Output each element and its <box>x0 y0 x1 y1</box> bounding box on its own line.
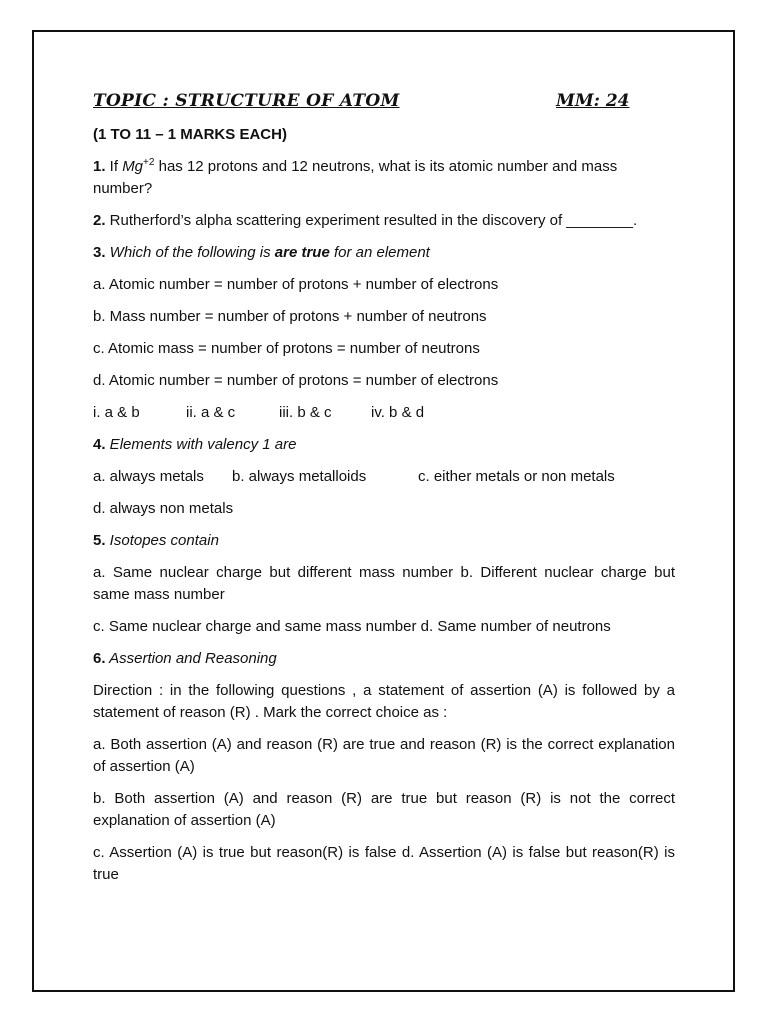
question-emphasis: are true <box>274 244 330 261</box>
worksheet-content <box>93 90 675 896</box>
worksheet-header <box>93 90 675 116</box>
question-number: 2. <box>93 212 106 229</box>
option-c: c. either metals or non metals <box>418 468 615 485</box>
question-text: has 12 protons and 12 neutrons, what is its atomic number and mass number? <box>93 158 618 197</box>
topic-title: TOPIC : STRUCTURE OF ATOM <box>93 91 400 111</box>
option-a: a. Both assertion (A) and reason (R) are true and reason (R) is the correct explanation of assertion (A) <box>93 736 675 775</box>
charge-superscript: +2 <box>143 157 155 168</box>
question-3 <box>93 242 675 264</box>
chemical-symbol: Mg <box>122 158 144 175</box>
option-c: c. Atomic mass = number of protons = number of neutrons <box>93 340 480 357</box>
question-text: Isotopes contain <box>105 532 219 549</box>
question-1 <box>93 156 675 200</box>
q4-options-row <box>93 466 675 488</box>
section-label: (1 TO 11 – 1 MARKS EACH) <box>93 126 287 143</box>
q5-options-cd: c. Same nuclear charge and same mass number d. Same number of neutrons <box>93 618 611 635</box>
option-b: b. Mass number = number of protons + number of neutrons <box>93 308 487 325</box>
option-b: b. always metalloids <box>232 468 367 485</box>
option-d: d. Atomic number = number of protons = number of electrons <box>93 372 499 389</box>
question-6 <box>93 648 675 670</box>
question-number: 6. <box>93 650 106 667</box>
choice-iii: iii. b & c <box>279 404 332 421</box>
question-text: Rutherford’s alpha scattering experiment resulted in the discovery of ________. <box>105 212 638 229</box>
question-number: 1. <box>93 158 106 175</box>
question-number: 3. <box>93 244 106 261</box>
question-text: for an element <box>329 244 430 261</box>
question-text: Which of the following is <box>105 244 275 261</box>
option-a: a. always metals <box>93 468 204 485</box>
question-number: 5. <box>93 532 106 549</box>
direction-text: Direction : in the following questions , a statement of assertion (A) is followed by a statement of reason (R) . Mark the correct choice as : <box>93 682 675 721</box>
question-4 <box>93 434 675 456</box>
option-d: d. always non metals <box>93 500 234 517</box>
answer-choices <box>93 402 675 424</box>
option-cd: c. Assertion (A) is true but reason(R) is false d. Assertion (A) is false but reason(R) is true <box>93 844 675 883</box>
max-marks: MM: 24 <box>556 91 630 111</box>
question-2 <box>93 210 675 232</box>
question-number: 4. <box>93 436 106 453</box>
option-a: a. Atomic number = number of protons + number of electrons <box>93 276 499 293</box>
choice-iv: iv. b & d <box>371 404 425 421</box>
question-text: If <box>105 158 123 175</box>
choice-ii: ii. a & c <box>186 404 236 421</box>
q5-options-ab: a. Same nuclear charge but different mass number b. Different nuclear charge but same mass number <box>93 564 675 603</box>
question-5 <box>93 530 675 552</box>
choice-i: i. a & b <box>93 404 140 421</box>
question-text: Assertion and Reasoning <box>105 650 277 667</box>
question-text: Elements with valency 1 are <box>105 436 297 453</box>
option-b: b. Both assertion (A) and reason (R) are true but reason (R) is not the correct explanation of assertion (A) <box>93 790 675 829</box>
